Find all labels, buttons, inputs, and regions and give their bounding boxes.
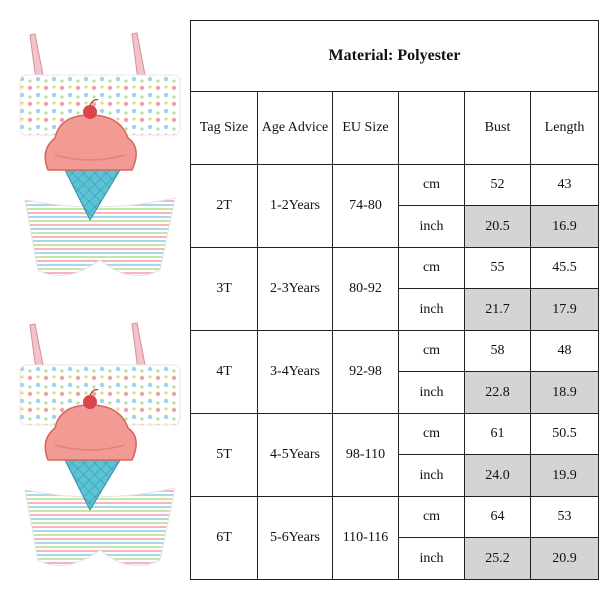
header-length: Length	[531, 92, 599, 165]
header-eu-size: EU Size	[333, 92, 399, 165]
length-cm-cell: 45.5	[531, 248, 599, 289]
swimsuit-illustrations	[10, 20, 190, 580]
eu-size-cell: 98-110	[333, 414, 399, 497]
table-row	[191, 497, 599, 538]
swimsuit-back	[20, 323, 180, 566]
tag-size-cell: 5T	[191, 414, 258, 497]
unit-cm-cell: cm	[399, 248, 465, 289]
eu-size-cell: 92-98	[333, 331, 399, 414]
length-inch-cell: 19.9	[531, 455, 599, 497]
eu-size-cell: 74-80	[333, 165, 399, 248]
table-row	[191, 414, 599, 455]
material-title: Material: Polyester	[191, 21, 599, 92]
table-row	[191, 331, 599, 372]
bust-inch-cell: 22.8	[465, 372, 531, 414]
header-bust: Bust	[465, 92, 531, 165]
bust-cm-cell: 52	[465, 165, 531, 206]
unit-cm-cell: cm	[399, 165, 465, 206]
header-age-advice: Age Advice	[258, 92, 333, 165]
age-advice-cell: 1-2Years	[258, 165, 333, 248]
swimsuit-front	[20, 33, 180, 276]
table-row	[191, 248, 599, 289]
unit-cm-cell: cm	[399, 414, 465, 455]
age-advice-cell: 3-4Years	[258, 331, 333, 414]
header-unit	[399, 92, 465, 165]
header-row	[191, 92, 599, 165]
bust-cm-cell: 64	[465, 497, 531, 538]
bust-cm-cell: 55	[465, 248, 531, 289]
bust-inch-cell: 20.5	[465, 206, 531, 248]
tag-size-cell: 2T	[191, 165, 258, 248]
age-advice-cell: 2-3Years	[258, 248, 333, 331]
length-inch-cell: 20.9	[531, 538, 599, 580]
header-tag-size: Tag Size	[191, 92, 258, 165]
unit-inch-cell: inch	[399, 206, 465, 248]
length-inch-cell: 18.9	[531, 372, 599, 414]
age-advice-cell: 5-6Years	[258, 497, 333, 580]
length-inch-cell: 17.9	[531, 289, 599, 331]
bust-inch-cell: 24.0	[465, 455, 531, 497]
length-cm-cell: 43	[531, 165, 599, 206]
bust-inch-cell: 25.2	[465, 538, 531, 580]
unit-cm-cell: cm	[399, 331, 465, 372]
bust-cm-cell: 58	[465, 331, 531, 372]
eu-size-cell: 110-116	[333, 497, 399, 580]
bust-cm-cell: 61	[465, 414, 531, 455]
unit-inch-cell: inch	[399, 455, 465, 497]
unit-inch-cell: inch	[399, 289, 465, 331]
table-row	[191, 165, 599, 206]
size-chart-table	[190, 20, 599, 580]
unit-inch-cell: inch	[399, 538, 465, 580]
tag-size-cell: 3T	[191, 248, 258, 331]
eu-size-cell: 80-92	[333, 248, 399, 331]
tag-size-cell: 4T	[191, 331, 258, 414]
length-cm-cell: 53	[531, 497, 599, 538]
product-images	[10, 20, 190, 580]
length-inch-cell: 16.9	[531, 206, 599, 248]
age-advice-cell: 4-5Years	[258, 414, 333, 497]
bust-inch-cell: 21.7	[465, 289, 531, 331]
length-cm-cell: 48	[531, 331, 599, 372]
unit-inch-cell: inch	[399, 372, 465, 414]
tag-size-cell: 6T	[191, 497, 258, 580]
length-cm-cell: 50.5	[531, 414, 599, 455]
unit-cm-cell: cm	[399, 497, 465, 538]
